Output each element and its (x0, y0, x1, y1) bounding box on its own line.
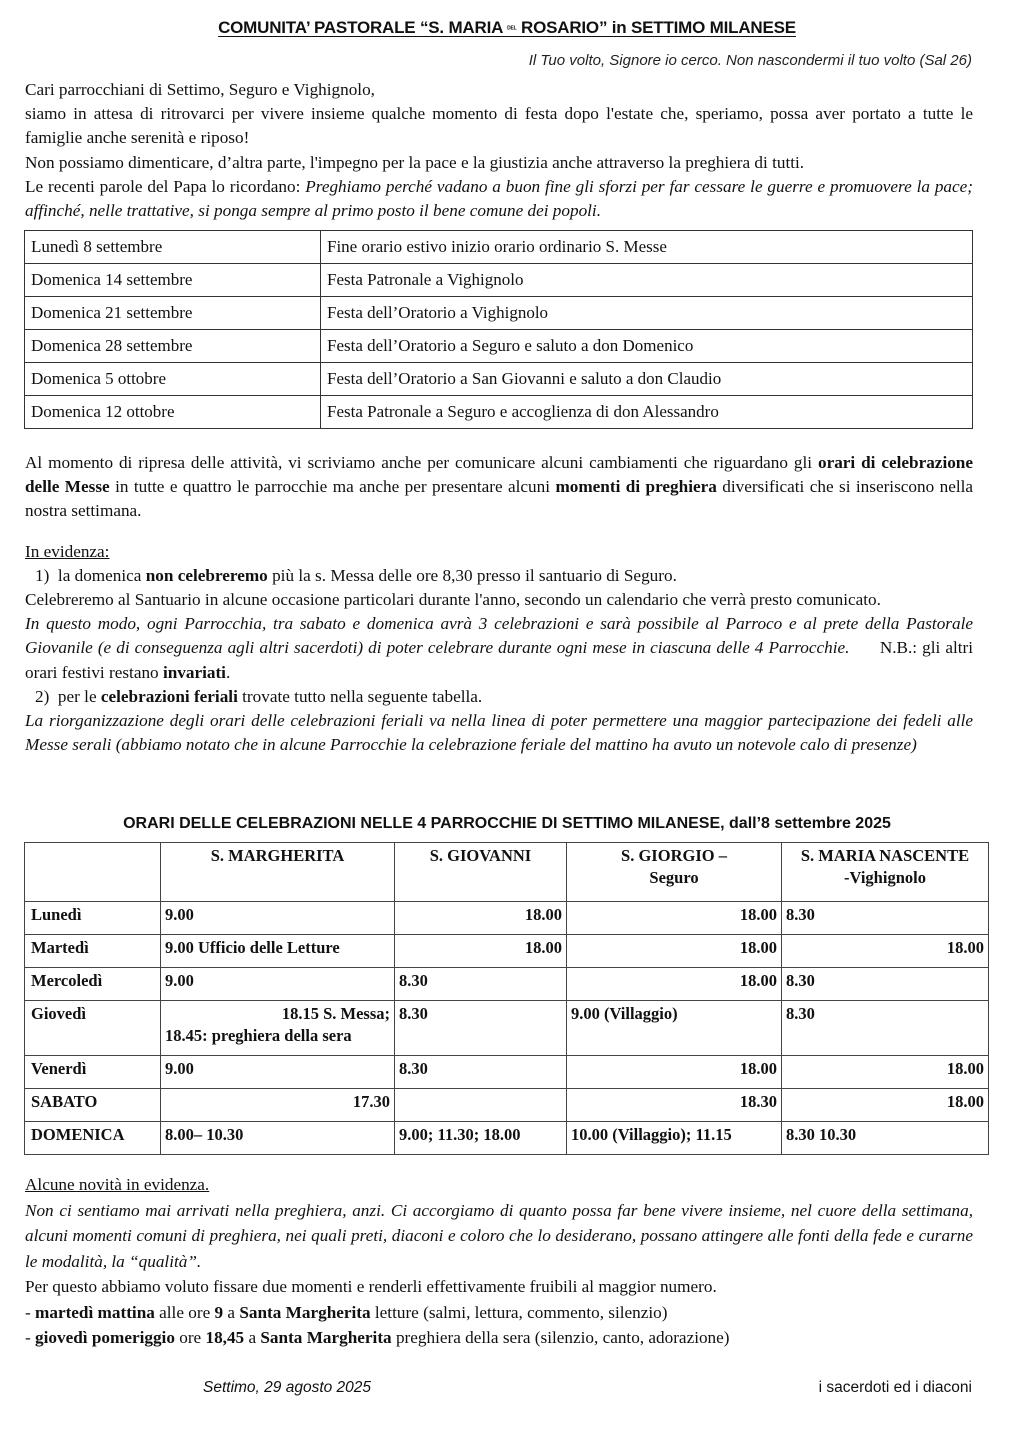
cell-s-margherita: 9.00 (161, 902, 395, 935)
bold-span: martedì mattina (35, 1302, 155, 1322)
day-label: DOMENICA (25, 1122, 161, 1155)
table-row (25, 968, 989, 1001)
text-span: trovate tutto nella seguente tabella. (237, 686, 483, 706)
day-label: Giovedì (25, 1001, 161, 1056)
cell-s-giovanni: 18.00 (395, 902, 567, 935)
item1-italic-note (25, 612, 973, 685)
event-description: Festa Patronale a Seguro e accoglienza di don Alessandro (321, 396, 973, 429)
text-span: alle ore (154, 1302, 215, 1322)
header-s-margherita: S. MARGHERITA (161, 843, 395, 902)
place-date: Settimo, 29 agosto 2025 (203, 1379, 372, 1396)
day-label: Martedì (25, 935, 161, 968)
news-section (25, 1172, 973, 1351)
cell-s-giorgio: 10.00 (Villaggio); 11.15 (567, 1122, 782, 1155)
cell-s-maria: 8.30 (782, 968, 989, 1001)
bold-span: giovedì pomeriggio (35, 1328, 175, 1347)
item1-followup: Celebreremo al Santuario in alcune occasione particolari durante l'anno, secondo un calendario che verrà presto comunicato. (25, 590, 881, 610)
title-part-2: ROSARIO” in SETTIMO MILANESE (521, 18, 796, 37)
text-span: letture (salmi, lettura, commento, silenzio) (370, 1302, 668, 1322)
table-row (25, 1089, 989, 1122)
event-description: Festa Patronale a Vighignolo (321, 264, 973, 297)
cell-s-margherita: 9.00 Ufficio delle Letture (161, 935, 395, 968)
cell-s-giorgio: 18.00 (567, 1056, 782, 1089)
event-date: Domenica 28 settembre (25, 330, 321, 363)
table-row (25, 264, 973, 297)
text-span: diversificati che si inseriscono nella nostra settimana. (25, 477, 973, 521)
schedule-header-row (25, 843, 989, 902)
bold-span: 9 (214, 1302, 224, 1322)
header-s-maria-nascente (782, 843, 989, 902)
changes-paragraph (25, 451, 973, 524)
day-label: Lunedì (25, 902, 161, 935)
nb-text: N.B.: gli altri orari festivi restano (25, 638, 973, 682)
text-span: . (225, 662, 231, 682)
cell-s-giovanni: 8.30 (395, 968, 567, 1001)
cell-s-giorgio: 18.00 (567, 968, 782, 1001)
bold-span: invariati (162, 662, 226, 682)
cell-s-margherita: 9.00 (161, 968, 395, 1001)
event-date: Domenica 12 ottobre (25, 396, 321, 429)
pope-intro: Le recenti parole del Papa lo ricordano: (25, 176, 306, 196)
day-label: Mercoledì (25, 968, 161, 1001)
bold-span: Santa Margherita (239, 1302, 371, 1322)
cell-s-maria: 18.00 (782, 935, 989, 968)
motto-quote: Il Tuo volto, Signore io cerco. Non nascondermi il tuo volto (Sal 26) (528, 52, 972, 69)
greeting: Cari parrocchiani di Settimo, Seguro e Vighignolo, (25, 80, 375, 99)
table-row (25, 297, 973, 330)
cell-s-margherita: 17.30 (161, 1089, 395, 1122)
events-table (24, 230, 973, 429)
cell-s-giorgio: 18.00 (567, 935, 782, 968)
text-span: la domenica (57, 565, 146, 585)
cell-s-maria: 18.00 (782, 1056, 989, 1089)
header-line: Seguro (649, 868, 699, 887)
news-plain-paragraph: Per questo abbiamo voluto fissare due momenti e renderli effettivamente fruibili al maggior numero. (25, 1277, 717, 1296)
schedule-title: ORARI DELLE CELEBRAZIONI NELLE 4 PARROCCHIE DI SETTIMO MILANESE, dall’8 settembre 2025 (123, 815, 891, 832)
table-row (25, 1001, 989, 1056)
cell-s-giovanni: 9.00; 11.30; 18.00 (395, 1122, 567, 1155)
schedule-table (24, 842, 989, 1155)
event-description: Fine orario estivo inizio orario ordinario S. Messe (321, 231, 973, 264)
cell-s-giorgio: 18.30 (567, 1089, 782, 1122)
bold-span: momenti di preghiera (555, 477, 717, 497)
event-description: Festa dell’Oratorio a San Giovanni e saluto a don Claudio (321, 363, 973, 396)
text-span: più la s. Messa delle ore 8,30 presso il santuario di Seguro. (267, 565, 677, 585)
cell-s-giovanni (395, 1089, 567, 1122)
cell-s-margherita (161, 1001, 395, 1056)
cell-line: 18.45: preghiera della sera (165, 1026, 352, 1045)
table-row (25, 1056, 989, 1089)
text-span: ore (174, 1328, 206, 1347)
cell-s-maria: 8.30 10.30 (782, 1122, 989, 1155)
event-date: Domenica 5 ottobre (25, 363, 321, 396)
text-span: a (244, 1328, 261, 1347)
table-row (25, 231, 973, 264)
intro-line-3 (25, 175, 973, 223)
title-part-1: COMUNITA’ PASTORALE “S. MARIA (218, 18, 503, 37)
header-s-giorgio (567, 843, 782, 902)
cell-s-giovanni: 8.30 (395, 1056, 567, 1089)
list-number: 1) (35, 565, 50, 585)
list-item-1 (25, 564, 973, 588)
italic-span: In questo modo, ogni Parrocchia, tra sabato e domenica avrà 3 celebrazioni e sarà possibile al Parroco e al prete della Pastorale Giovanile (e di conseguenza agli altri sacerdoti) di poter celebrare durante ogni mese in ciascuna delle 4 Parrocchie. (25, 614, 973, 658)
event-date: Lunedì 8 settembre (25, 231, 321, 264)
bold-span: celebrazioni feriali (100, 686, 238, 706)
cell-s-giovanni: 8.30 (395, 1001, 567, 1056)
list-number: 2) (35, 686, 50, 706)
cell-s-maria: 8.30 (782, 1001, 989, 1056)
news-bullet-2 (25, 1325, 973, 1351)
table-row (25, 330, 973, 363)
title-small-del: DEL (507, 25, 517, 32)
text-span: Al momento di ripresa delle attività, vi scriviamo anche per comunicare alcuni cambiamenti che riguardano gli (25, 453, 818, 472)
cell-s-giorgio: 9.00 (Villaggio) (567, 1001, 782, 1056)
header-empty (25, 843, 161, 902)
news-bullet-1 (25, 1300, 973, 1326)
header-line: S. MARIA NASCENTE (800, 846, 970, 865)
intro-line-1: siamo in attesa di ritrovarci per vivere insieme qualche momento di festa dopo l'estate che, speriamo, possa aver portato a tutte le famiglie anche serenità e riposo! (25, 104, 973, 148)
table-row (25, 363, 973, 396)
bold-span: 18,45 (205, 1328, 245, 1347)
cell-s-giovanni: 18.00 (395, 935, 567, 968)
bold-span: non celebreremo (145, 565, 268, 585)
bold-span: Santa Margherita (260, 1328, 392, 1347)
event-date: Domenica 14 settembre (25, 264, 321, 297)
table-row (25, 935, 989, 968)
bold-span: orari di celebrazione delle Messe (25, 453, 973, 497)
table-row (25, 1122, 989, 1155)
event-description: Festa dell’Oratorio a Seguro e saluto a don Domenico (321, 330, 973, 363)
intro-letter (25, 78, 973, 223)
header-line: S. GIORGIO – (621, 846, 727, 865)
day-label: Venerdì (25, 1056, 161, 1089)
cell-s-margherita: 9.00 (161, 1056, 395, 1089)
text-span: per le (57, 686, 101, 706)
text-span: preghiera della sera (silenzio, canto, adorazione) (391, 1328, 730, 1347)
event-description: Festa dell’Oratorio a Vighignolo (321, 297, 973, 330)
changes-section (25, 451, 973, 757)
cell-s-maria: 8.30 (782, 902, 989, 935)
list-item-2 (25, 685, 973, 709)
table-row (25, 396, 973, 429)
text-span: a (223, 1302, 240, 1322)
table-row (25, 902, 989, 935)
cell-s-giorgio: 18.00 (567, 902, 782, 935)
cell-s-maria: 18.00 (782, 1089, 989, 1122)
news-heading: Alcune novità in evidenza. (25, 1175, 210, 1194)
pope-quote: Preghiamo perché vadano a buon fine gli sforzi per far cessare le guerre e promuovere la pace; affinché, nelle trattative, si ponga sempre al primo posto il bene comune dei popoli. (25, 176, 973, 221)
text-span: in tutte e quattro le parrocchie ma anche per presentare alcuni (109, 477, 556, 497)
cell-line: 18.15 S. Messa; (281, 1004, 390, 1023)
event-date: Domenica 21 settembre (25, 297, 321, 330)
highlight-heading: In evidenza: (25, 541, 110, 561)
dash: - (25, 1328, 36, 1347)
day-label: SABATO (25, 1089, 161, 1122)
page-title (0, 18, 1014, 38)
cell-s-margherita: 8.00– 10.30 (161, 1122, 395, 1155)
news-italic-paragraph: Non ci sentiamo mai arrivati nella preghiera, anzi. Ci accorgiamo di quanto possa far bene vivere insieme, nel cuore della settimana, alcuni momenti comuni di preghiera, nei quali preti, diaconi e coloro che lo desiderano, possano attingere alle fonti della fede e curarne le modalità, la “qualità”. (25, 1200, 973, 1271)
intro-line-2: Non possiamo dimenticare, d’altra parte, l'impegno per la pace e la giustizia anche attraverso la preghiera di tutti. (25, 152, 805, 172)
header-line: -Vighignolo (844, 868, 926, 887)
header-s-giovanni: S. GIOVANNI (395, 843, 567, 902)
dash: - (25, 1302, 36, 1322)
signature: i sacerdoti ed i diaconi (818, 1379, 972, 1396)
item2-italic-note: La riorganizzazione degli orari delle celebrazioni feriali va nella linea di poter permettere una maggior partecipazione dei fedeli alle Messe serali (abbiamo notato che in alcune Parrocchie la celebrazione feriale del mattino ha avuto un notevole calo di presenze) (25, 711, 973, 755)
